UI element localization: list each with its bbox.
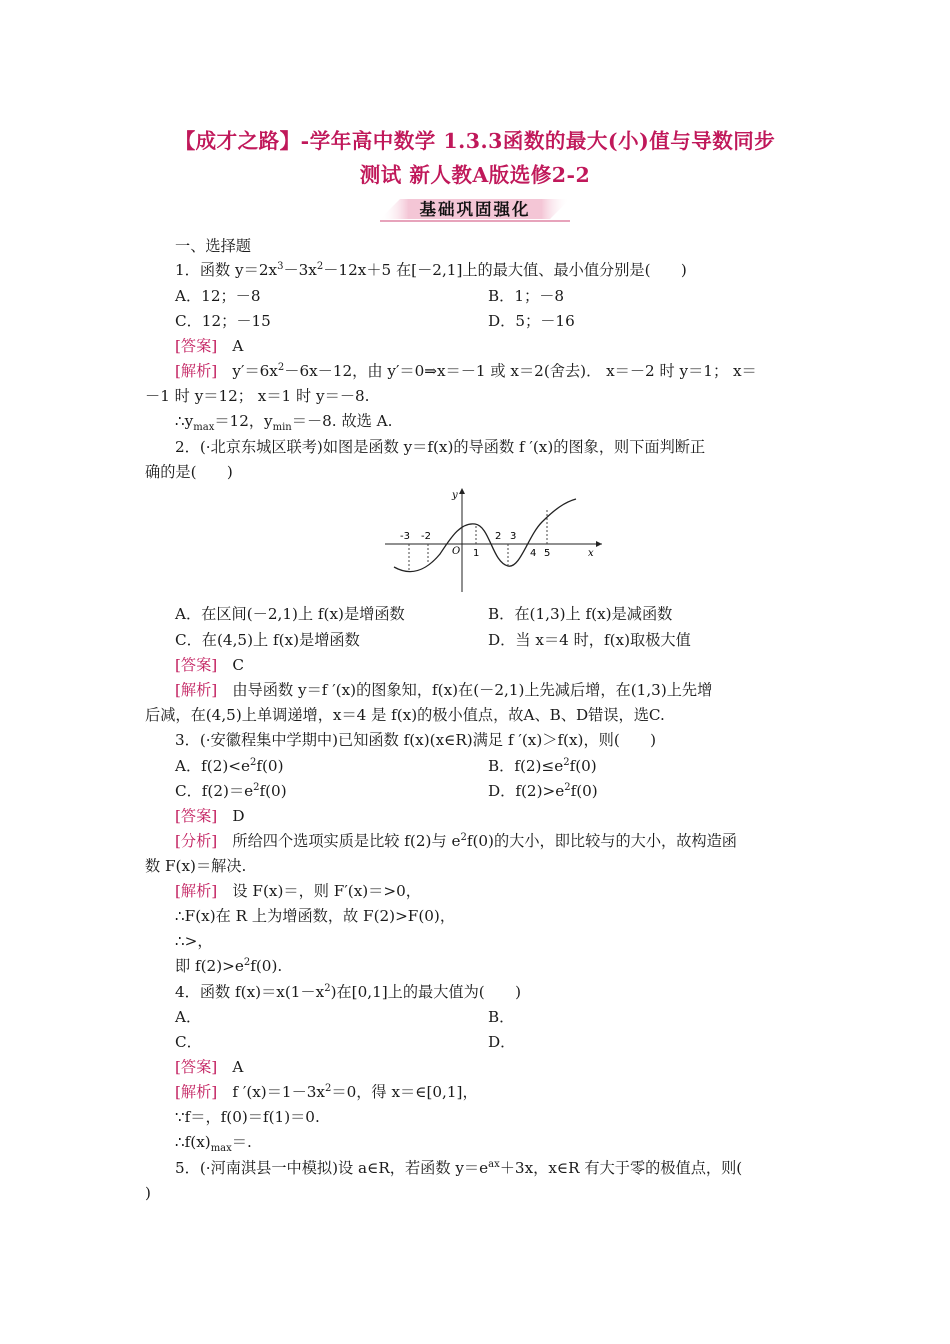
q1-explanation-3: $\therefore y_{max}=12$，$y_{min}=-8$. 故选 A. bbox=[175, 412, 393, 434]
graph-origin-label: O bbox=[452, 546, 461, 557]
q3-option-a: A．$f(2)<e^2f(0)$ bbox=[175, 756, 284, 775]
q1-explanation-1: [解析] $y'=6x^2-6x-12$，由 y′＝0⇒x＝－1 或 x＝2(舍去)． x＝－2 时 y＝1； x＝ bbox=[175, 361, 757, 380]
section-banner-text: 基础巩固强化 bbox=[419, 200, 531, 219]
q3-explanation-1: [解析] 设 F(x)＝，则 F′(x)＝>0， bbox=[175, 882, 421, 900]
q2-option-b: B．在(1,3)上 f(x)是减函数 bbox=[488, 605, 673, 623]
derivative-graph bbox=[380, 484, 610, 596]
q1-option-c: C．12；－15 bbox=[175, 312, 271, 330]
q1-answer: [答案] A bbox=[175, 337, 244, 355]
q2-stem-2: 确的是( ) bbox=[145, 463, 233, 481]
q4-explanation-1: [解析] f $'(x)=1-3x^2=0$，得 x＝∈[0,1]， bbox=[175, 1082, 478, 1101]
q3-stem: 3．(·安徽程集中学期中)已知函数 f(x)(x∈R)满足 f ′(x)＞f(x)，则( ) bbox=[175, 731, 657, 749]
q3-answer: [答案] D bbox=[175, 807, 245, 825]
q3-option-c: C．$f(2)=e^2f(0)$ bbox=[175, 781, 287, 800]
graph-tick-1: 1 bbox=[473, 548, 480, 559]
q1-option-b: B．1；－8 bbox=[488, 287, 565, 305]
graph-tick-2: 2 bbox=[495, 531, 502, 542]
q4-option-a: A． bbox=[175, 1008, 202, 1026]
q4-option-b: B． bbox=[488, 1008, 515, 1026]
q2-option-c: C．在(4,5)上 f(x)是增函数 bbox=[175, 631, 360, 649]
graph-tick-4: 4 bbox=[530, 548, 537, 559]
q3-explanation-4: 即 $f(2)>e^2f(0)$. bbox=[175, 956, 283, 975]
q4-answer: [答案] A bbox=[175, 1058, 244, 1076]
graph-y-label: y bbox=[452, 490, 458, 501]
q4-stem: 4．函数 $f(x)=x(1-x^2)$在[0,1]上的最大值为( ) bbox=[175, 982, 522, 1001]
q2-stem-1: 2．(·北京东城区联考)如图是函数 y＝f(x)的导函数 f ′(x)的图象，则下面判断正 bbox=[175, 438, 706, 456]
document-title-line2: 测试 新人教A版选修2-2 bbox=[359, 163, 591, 187]
q3-fenxi-1: [分析] 所给四个选项实质是比较 f(2)与 $e^2f(0)$的大小，即比较与的大小，故构造函 bbox=[175, 831, 737, 850]
q2-explanation-2: 后减，在(4,5)上单调递增，x＝4 是 f(x)的极小值点，故A、B、D错误，选C. bbox=[145, 706, 665, 724]
q5-stem-1: 5．(·河南淇县一中模拟)设 a∈R，若函数 $y=e^{ax}+3x$，x∈R 有大于零的极值点，则( bbox=[175, 1158, 743, 1177]
graph-x-label: x bbox=[588, 548, 594, 559]
section-heading: 一、选择题 bbox=[175, 237, 251, 255]
document-title-line1: 【成才之路】-学年高中数学 1.3.3函数的最大(小)值与导数同步 bbox=[174, 129, 776, 153]
q3-fenxi-2: 数 F(x)＝解决. bbox=[145, 857, 247, 875]
q3-explanation-3: ∴>， bbox=[175, 932, 213, 950]
q2-option-a: A．在区间(－2,1)上 f(x)是增函数 bbox=[175, 605, 405, 623]
q2-explanation-1: [解析] 由导函数 y＝f ′(x)的图象知，f(x)在(－2,1)上先减后增，在(1,3)上先增 bbox=[175, 681, 713, 699]
q1-option-a: A．12；－8 bbox=[175, 287, 261, 305]
q3-explanation-2: ∴F(x)在 R 上为增函数，故 F(2)>F(0)， bbox=[175, 907, 456, 925]
q3-option-b: B．$f(2)\le e^2f(0)$ bbox=[488, 756, 597, 775]
q3-option-d: D．$f(2)>e^2f(0)$ bbox=[488, 781, 598, 800]
q4-explanation-3: $\therefore f(x)_{max}=$. bbox=[175, 1133, 252, 1155]
graph-tick-3: 3 bbox=[510, 531, 517, 542]
q5-stem-2: ) bbox=[145, 1184, 151, 1202]
graph-tick-neg3: -3 bbox=[400, 531, 410, 542]
q1-option-d: D．5；－16 bbox=[488, 312, 575, 330]
q4-explanation-2: ∵f＝，f(0)＝f(1)＝0. bbox=[175, 1108, 320, 1126]
q4-option-d: D． bbox=[488, 1033, 516, 1051]
q1-explanation-2: －1 时 y＝12； x＝1 时 y＝－8. bbox=[145, 387, 370, 405]
q4-option-c: C． bbox=[175, 1033, 202, 1051]
q2-answer: [答案] C bbox=[175, 656, 245, 674]
graph-tick-neg2: -2 bbox=[421, 531, 431, 542]
q1-stem: 1．函数 $y=2x^3-3x^2-12x+5$ 在[－2,1]上的最大值、最小值分别是( ) bbox=[175, 260, 687, 279]
q2-option-d: D．当 x＝4 时，f(x)取极大值 bbox=[488, 631, 691, 649]
graph-tick-5: 5 bbox=[544, 548, 551, 559]
